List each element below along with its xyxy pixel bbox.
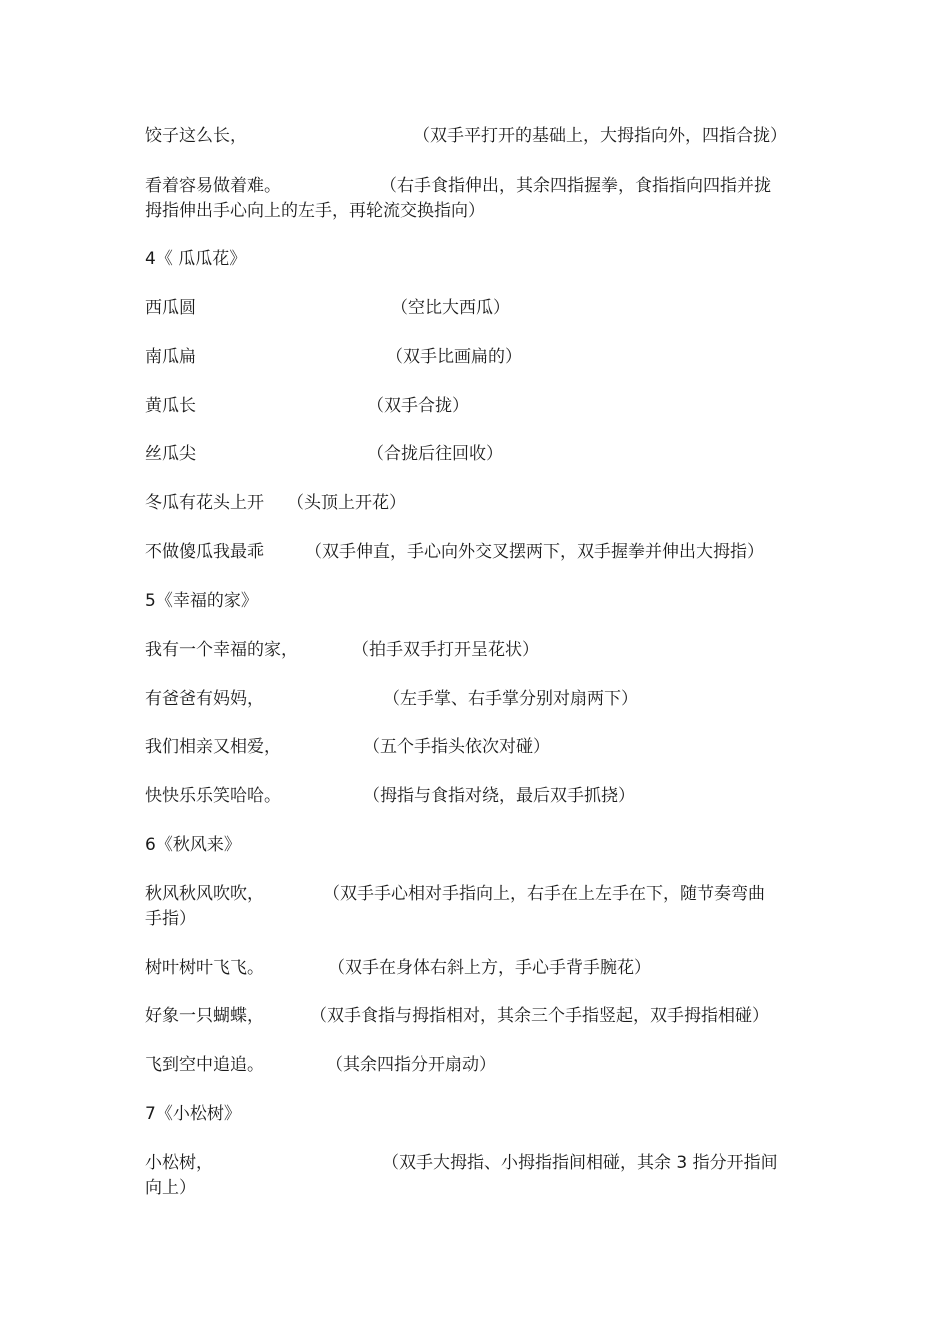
action-text: （双手食指与拇指相对，其余三个手指竖起，双手拇指相碰） [310, 1006, 769, 1026]
lyric-line [145, 882, 810, 932]
action-text: （双手平打开的基础上，大拇指向外，四指合拢） [413, 126, 787, 146]
lyric-line [145, 687, 810, 712]
action-text-continued: 拇指伸出手心向上的左手，再轮流交换指向） [145, 201, 485, 221]
lyric-text: 树叶树叶飞飞。 [145, 958, 264, 978]
section-heading: 6《秋风来》 [145, 835, 241, 855]
lyric-line [145, 956, 810, 981]
lyric-line [145, 394, 810, 419]
lyric-text: 我们相亲又相爱， [145, 737, 281, 757]
lyric-text: 丝瓜尖 [145, 444, 196, 464]
action-text: （合拢后往回收） [367, 444, 503, 464]
lyric-line [145, 296, 810, 321]
lyric-text: 不做傻瓜我最乖 [145, 542, 264, 562]
lyric-text: 黄瓜长 [145, 396, 196, 416]
lyric-line [145, 1151, 810, 1201]
action-text: （其余四指分开扇动） [326, 1055, 496, 1075]
lyric-text: 有爸爸有妈妈， [145, 689, 264, 709]
section-heading: 4《 瓜瓜花》 [145, 249, 247, 269]
action-text: （拇指与食指对绕，最后双手抓挠） [363, 786, 635, 806]
action-text: （双手合拢） [367, 396, 469, 416]
lyric-line [145, 1004, 810, 1029]
lyric-line [145, 491, 810, 516]
section-heading: 7《小松树》 [145, 1104, 241, 1124]
lyric-text: 好象一只蝴蝶， [145, 1006, 264, 1026]
action-text: （头顶上开花） [287, 493, 406, 513]
lyric-line [145, 1053, 810, 1078]
lyric-text: 看着容易做着难。 [145, 176, 281, 196]
lyric-line [145, 442, 810, 467]
action-text-continued: 向上） [145, 1178, 196, 1198]
lyric-line [145, 638, 810, 663]
section-heading: 5《幸福的家》 [145, 591, 258, 611]
lyric-text: 我有一个幸福的家， [145, 640, 298, 660]
lyric-text: 冬瓜有花头上开 [145, 493, 264, 513]
action-text-continued: 手指） [145, 909, 196, 929]
action-text: （五个手指头依次对碰） [363, 737, 550, 757]
lyric-text: 小松树， [145, 1153, 213, 1173]
lyric-text: 饺子这么长， [145, 126, 247, 146]
action-text: （拍手双手打开呈花状） [352, 640, 539, 660]
action-text: （双手手心相对手指向上，右手在上左手在下，随节奏弯曲 [323, 884, 765, 904]
lyric-line [145, 124, 810, 149]
action-text: （左手掌、右手掌分别对扇两下） [383, 689, 638, 709]
action-text: （双手在身体右斜上方，手心手背手腕花） [328, 958, 651, 978]
action-text: （右手食指伸出，其余四指握拳，食指指向四指并拢 [380, 176, 771, 196]
lyric-line [145, 540, 810, 565]
action-text: （空比大西瓜） [391, 298, 510, 318]
lyric-text: 秋风秋风吹吹， [145, 884, 264, 904]
lyric-line [145, 345, 810, 370]
lyric-text: 飞到空中追追。 [145, 1055, 264, 1075]
lyric-text: 快快乐乐笑哈哈。 [145, 786, 281, 806]
lyric-line [145, 784, 810, 809]
lyric-line [145, 174, 810, 224]
action-text: （双手比画扁的） [386, 347, 522, 367]
action-text: （双手大拇指、小拇指指间相碰，其余 3 指分开指间 [382, 1153, 778, 1173]
lyric-line [145, 735, 810, 760]
lyric-text: 南瓜扁 [145, 347, 196, 367]
lyric-text: 西瓜圆 [145, 298, 196, 318]
action-text: （双手伸直，手心向外交叉摆两下，双手握拳并伸出大拇指） [305, 542, 764, 562]
